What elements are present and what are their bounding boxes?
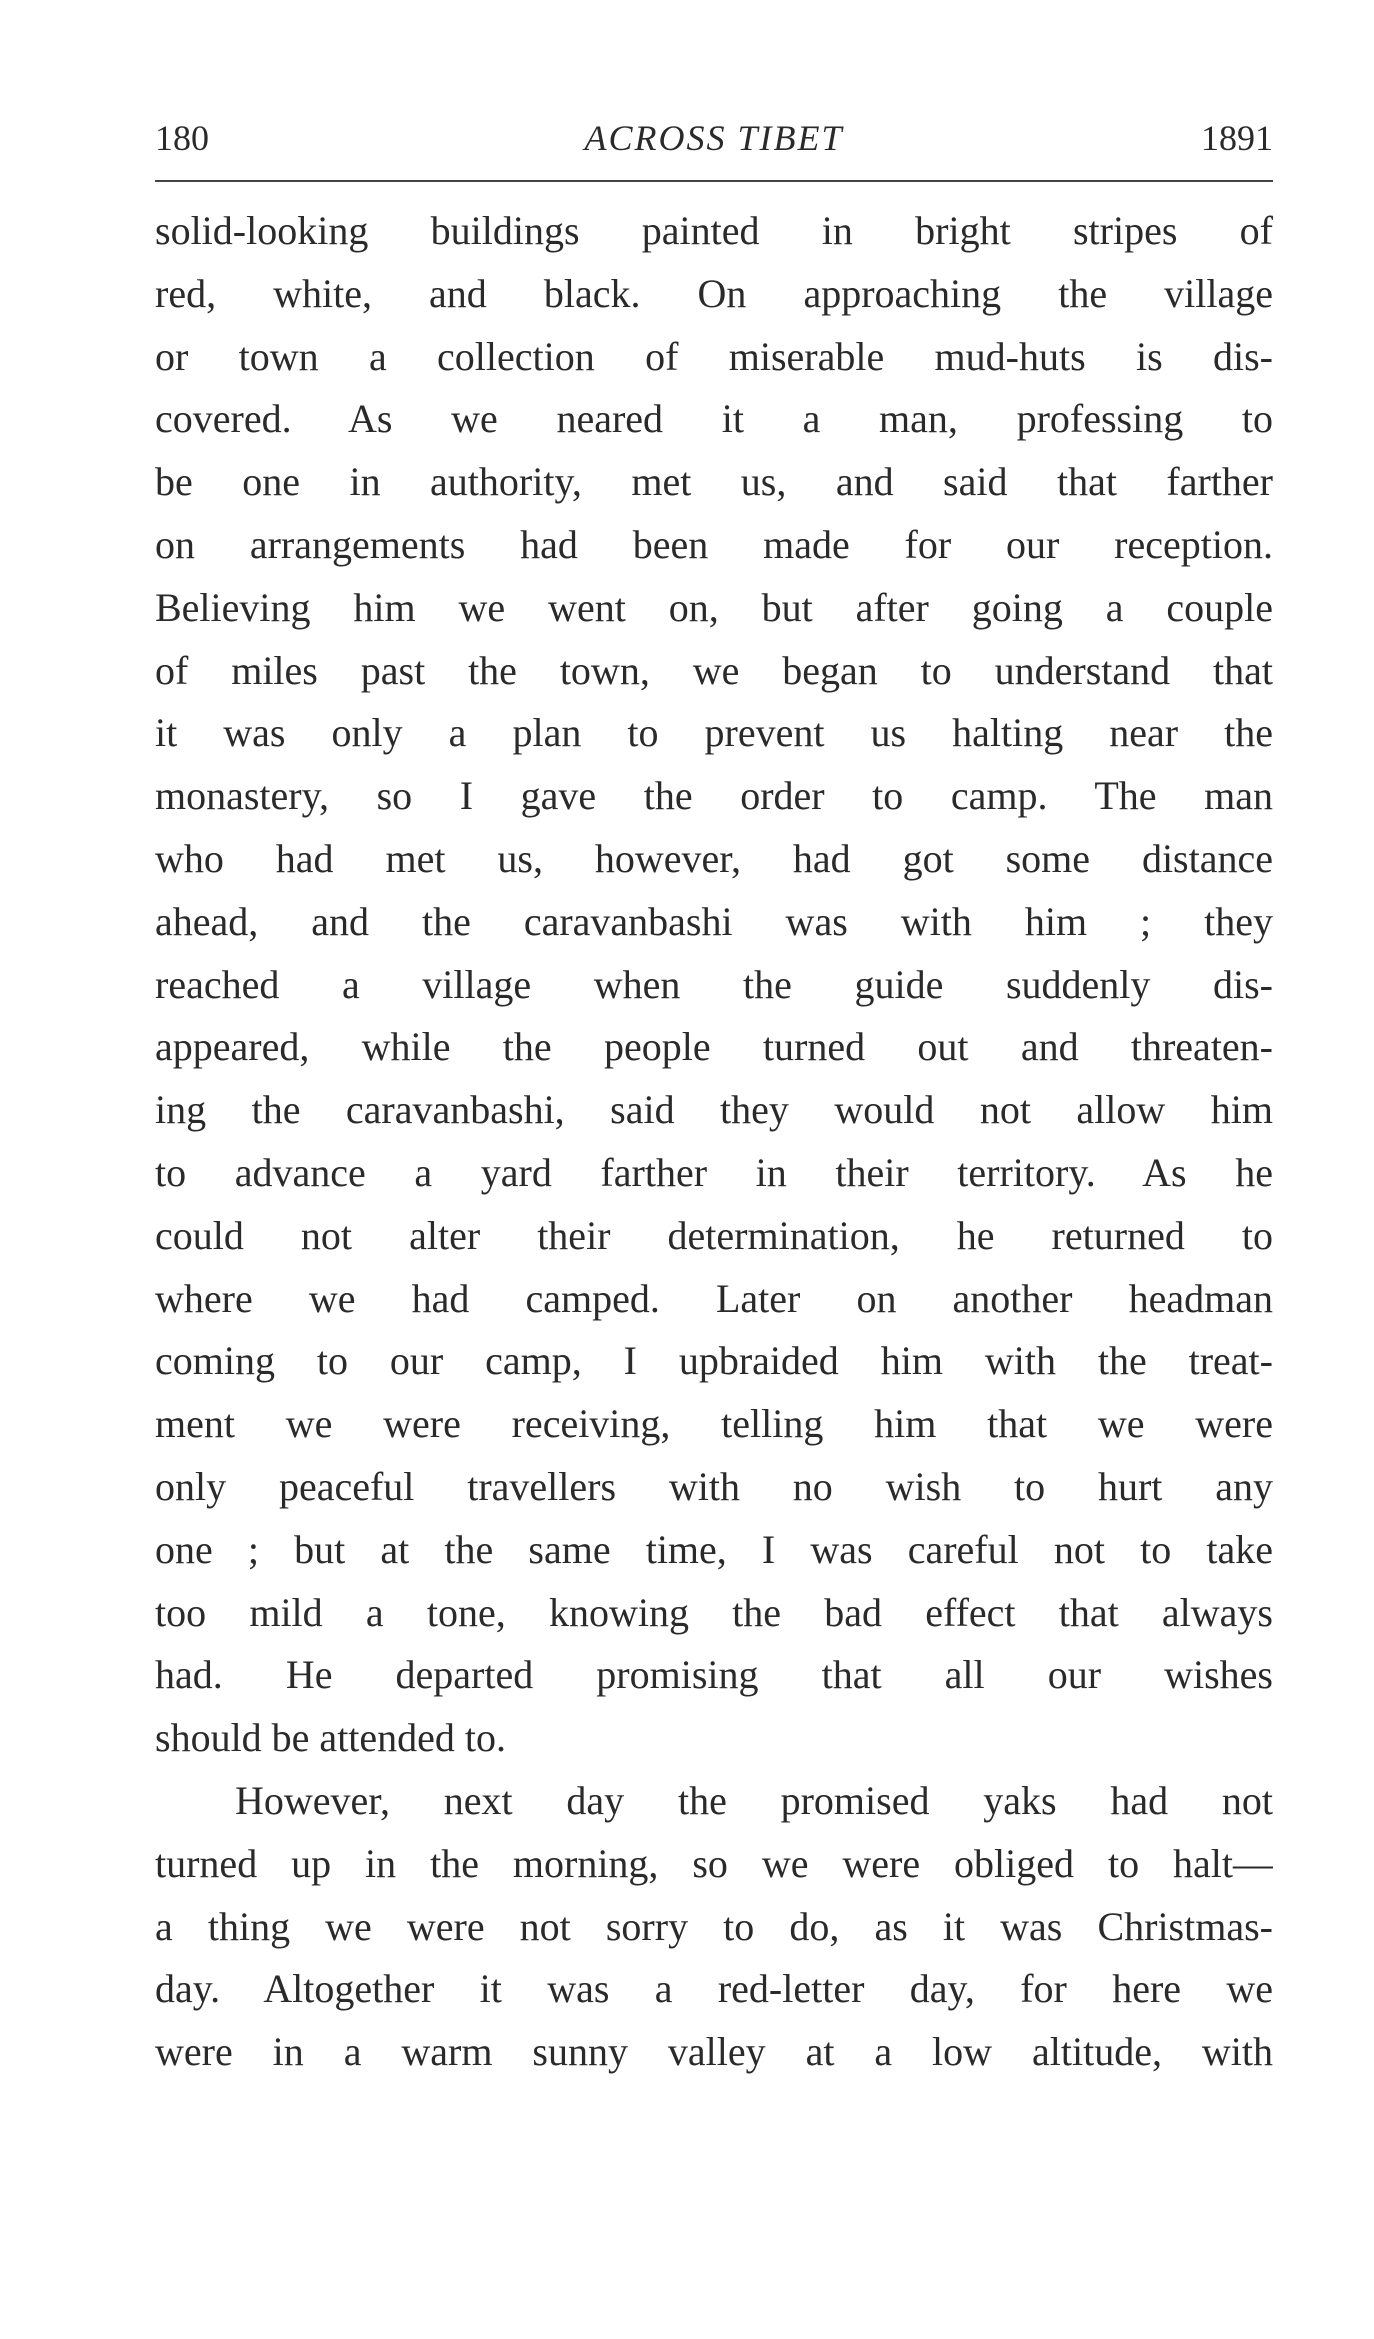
text-line: had. He departed promising that all our wishes [155,1652,1273,1698]
text-line: day. Altogether it was a red-letter day, for here we [155,1966,1273,2012]
text-line: too mild a tone, knowing the bad effect that always [155,1589,1273,1635]
text-line: reached a village when the guide suddenly dis- [155,961,1273,1007]
text-line: covered. As we neared it a man, professing to [155,396,1273,442]
text-line: only peaceful travellers with no wish to hurt any [155,1463,1273,1509]
running-title: ACROSS TIBET [584,118,844,158]
text-line: one ; but at the same time, I was careful not to take [155,1526,1273,1572]
text-line: solid-looking buildings painted in bright stripes of [155,208,1273,253]
text-line: could not alter their determination, he returned to [155,1212,1273,1258]
text-line: Believing him we went on, but after going a couple [155,584,1273,630]
running-header [155,112,1273,164]
text-line: ahead, and the caravanbashi was with him ; they [155,898,1273,944]
text-line: coming to our camp, I upbraided him with the treat- [155,1338,1273,1384]
header-year: 1891 [1201,118,1273,158]
text-line: ing the caravanbashi, said they would not allow him [155,1087,1273,1133]
text-line: appeared, while the people turned out and threaten- [155,1024,1273,1070]
text-line: be one in authority, met us, and said that farther [155,459,1273,505]
text-line: ment we were receiving, telling him that we were [155,1401,1273,1447]
header-rule [155,180,1273,182]
text-line: monastery, so I gave the order to camp. The man [155,773,1273,819]
text-line-paragraph-start: However, next day the promised yaks had not [235,1777,1273,1823]
text-line: a thing we were not sorry to do, as it was Christmas- [155,1903,1273,1949]
text-line: were in a warm sunny valley at a low altitude, with [155,2029,1273,2075]
text-line: turned up in the morning, so we were obliged to halt— [155,1840,1273,1886]
text-line: on arrangements had been made for our reception. [155,521,1273,567]
text-line-paragraph-end: should be attended to. [155,1715,507,1761]
text-line: or town a collection of miserable mud-huts is dis- [155,333,1273,379]
text-line: who had met us, however, had got some distance [155,835,1273,881]
text-line: to advance a yard farther in their territory. As he [155,1149,1273,1195]
text-line: red, white, and black. On approaching the village [155,270,1273,316]
page-number: 180 [155,118,209,158]
text-line: it was only a plan to prevent us halting near the [155,710,1273,756]
body-text [155,200,1273,2084]
text-line: of miles past the town, we began to understand that [155,647,1273,693]
text-line: where we had camped. Later on another headman [155,1275,1273,1321]
